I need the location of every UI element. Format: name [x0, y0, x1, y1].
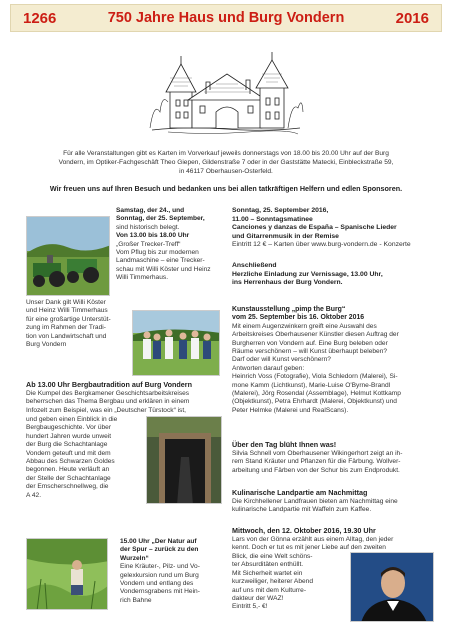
vernissage-invite: Herzliche Einladung zur Vernissage, 13.00 Uhr,: [232, 270, 383, 278]
lars-line: ter Absurditäten enthüllt.: [232, 561, 304, 569]
matinee-time: 11.00 – Sonntagsmatinee: [232, 215, 313, 223]
natur-section: [120, 538, 230, 605]
lars-line: Lars von der Gönna erzählt aus einem Alltag, den jeder: [232, 536, 394, 543]
kunst-line: Räume verschönern – will Kunst überhaupt beleben?: [232, 348, 388, 356]
intro-text: [28, 149, 424, 176]
vernissage-place: ins Herrenhaus der Burg Vondern.: [232, 279, 343, 287]
bergbau-line: und geben einen Einblick in die: [26, 416, 118, 423]
kunst-line: (Objektkunst), Petra Ehrhardt (Malerei, Objektkunst) und: [232, 398, 397, 406]
intro-line: Vondern, im Optiker-Fachgeschäft Theo Giepen, Gildenstraße 7 oder in der Gaststätte Matecki, Einbleckstraße 59,: [58, 159, 394, 166]
trecker-body: Landmaschine – eine Trecker-: [116, 257, 205, 265]
landpartie-heading: Kulinarische Landpartie am Nachmittag: [232, 488, 368, 497]
bergbau-line: begonnen. Heute verläuft an: [26, 466, 110, 474]
lars-line: Blick, die eine Welt schöns-: [232, 553, 313, 560]
natur-line: Vondernsgrabens mit Hein-: [120, 588, 200, 596]
natur-line: Vondern und entlang des: [120, 580, 194, 588]
landpartie-line: Die Kirchhellener Landfrauen bieten am Nachmittag eine: [232, 498, 398, 505]
bergbau-text-full: [26, 390, 226, 415]
tag-line: arbeitung und Färben von der Schur bis zum Endprodukt.: [232, 466, 400, 474]
landpartie-line: kulinarische Landpartie mit Waffeln zum Kaffee.: [232, 506, 372, 514]
year-right: 2016: [395, 9, 429, 27]
tag-line: rem Stand Kräuter und Pflanzen für die Färbung. Wollver-: [232, 458, 401, 466]
lars-line: Eintritt 5,- €!: [232, 603, 268, 611]
trecker-body: schau mit Willi Köster und Heinz: [116, 265, 211, 273]
bergbau-text-narrow: [26, 416, 140, 500]
kunst-line: (Malerei), Jörg Rosendal (Assemblage), Helmut Kottkamp: [232, 390, 401, 398]
dank-line: zung im Rahmen der Tradi-: [26, 324, 106, 332]
kunst-section: [232, 306, 436, 415]
lars-line: auf uns mit dem Kulturre-: [232, 586, 307, 594]
bergbau-line: Vondern geteuft und mit dem: [26, 449, 111, 457]
kunst-line: mone Kamm (Lichtkunst), Marie-Luise O'Byrne-Brandl: [232, 381, 391, 389]
lars-line: Mit Sicherheit wartet ein: [232, 569, 303, 577]
vernissage-section: [232, 262, 436, 288]
natur-line: gelexkursion rund um Burg: [120, 571, 199, 579]
tag-line: Silvia Schnell vom Oberhausener Wikingerhort zeigt an ih-: [232, 450, 403, 457]
trecker-section: [116, 207, 228, 283]
header-bar: [10, 4, 442, 32]
bergbau-line: der Stelle der Schachtanlage: [26, 474, 111, 482]
matinee-date: Sonntag, 25. September 2016,: [232, 207, 329, 214]
matinee-section: [232, 207, 436, 250]
natur-line: Eine Kräuter-, Pilz- und Vo-: [120, 563, 200, 571]
dank-line: Unser Dank gilt Willi Köster: [26, 299, 106, 306]
lars-text-narrow: [232, 553, 344, 612]
natur-heading: der Spur – zurück zu den: [120, 546, 199, 554]
trecker-body: Vom Pflug bis zur modernen: [116, 249, 199, 257]
natur-heading: 15.00 Uhr „Der Natur auf: [120, 538, 197, 545]
vernissage-label: Anschließend: [232, 262, 277, 269]
natur-heading: Wurzeln“: [120, 554, 149, 562]
group-photo: [132, 310, 220, 376]
matinee-title: Canciones y danzas de España – Spanische Lieder: [232, 224, 397, 232]
bergbau-line: beherrschen das Thema Bergbau und erklären in einem: [26, 398, 190, 406]
kunst-line: Darf oder will Kunst verschönern?: [232, 356, 331, 364]
bergbau-line: der Burg die Schachtanlage: [26, 441, 108, 449]
landpartie-text: [232, 498, 436, 515]
bergbau-line: hundert Jahren wurde unweit: [26, 432, 112, 440]
matinee-tickets: Eintritt 12 € – Karten über www.burg-vondern.de - Konzerte: [232, 241, 411, 249]
trecker-date-1: Samstag, der 24., und: [116, 207, 185, 214]
matinee-subtitle: und Gitarrenmusik in der Remise: [232, 232, 339, 240]
kunst-line: Peter Helmke (Malerei und RealScans).: [232, 406, 349, 414]
trecker-time: Von 13.00 bis 18.00 Uhr: [116, 232, 190, 240]
year-left: 1266: [23, 9, 57, 27]
lars-line: dakteur der WAZ!: [232, 595, 284, 603]
trecker-body: Willi Timmerhaus.: [116, 274, 169, 282]
bergbau-line: Abbau des Schwarzen Goldes: [26, 458, 115, 466]
bergbau-heading: Ab 13.00 Uhr Bergbautradition auf Burg Vondern: [26, 380, 192, 389]
herb-excursion-photo: [26, 538, 108, 610]
tag-text: [232, 450, 436, 475]
kunst-heading: Kunstausstellung „pimp the Burg“: [232, 306, 346, 313]
thanks-line: Wir freuen uns auf Ihren Besuch und bedanken uns bei allen tatkräftigen Helfern und edlen Sponsoren.: [49, 184, 403, 193]
trecker-note: sind historisch belegt.: [116, 223, 180, 231]
page-title: 750 Jahre Haus und Burg Vondern: [107, 10, 345, 26]
bergbau-line: Bergbaugeschichte. Vor über: [26, 424, 112, 432]
portrait-photo: [350, 552, 434, 622]
kunst-dates: vom 25. September bis 16. Oktober 2016: [232, 314, 365, 322]
dank-line: und Heinz Willi Timmerhaus: [26, 307, 108, 315]
kunst-line: Arbeitskreises Oberhausener Künstler diesen Auftrag der: [232, 331, 399, 339]
trecker-title: „Großer Trecker-Treff“: [116, 240, 181, 248]
kunst-line: Mit einem Augenzwinkern greift eine Auswahl des: [232, 322, 377, 330]
bergbau-line: Die Kumpel des Bergkamener Geschichtsarbeitskreises: [26, 390, 190, 397]
bergbau-line: Infozelt zum Beispiel, was ein „Deutscher Türstock“ ist,: [26, 406, 187, 414]
natur-line: rich Bahne: [120, 596, 152, 604]
dank-section: [26, 299, 126, 349]
kunst-line: Burgherren von Vondern auf. Eine Burg beleben oder: [232, 339, 388, 347]
kunst-line: Antworten darauf geben:: [232, 364, 305, 372]
tag-heading: Über den Tag blüht Ihnen was!: [232, 440, 337, 449]
dank-line: tion von Landwirtschaft und: [26, 332, 107, 340]
intro-line: Für alle Veranstaltungen gibt es Karten im Vorverkauf jeweils donnerstags von 18.00 bis 20.00 Uhr auf der Burg: [63, 150, 389, 157]
dank-line: Burg Vondern: [26, 341, 67, 349]
bergbau-line: A 42.: [26, 491, 42, 499]
lars-line: kurzweiliger, heiterer Abend: [232, 578, 314, 586]
lars-heading: Mittwoch, den 12. Oktober 2016, 19.30 Uhr: [232, 526, 376, 535]
kunst-line: Heinrich Voss (Fotografie), Viola Schledorn (Malerei), Si-: [232, 373, 398, 381]
dank-line: für eine großartige Unterstüt-: [26, 315, 111, 323]
trecker-date-2: Sonntag, der 25. September,: [116, 215, 205, 223]
mine-tunnel-photo: [146, 416, 222, 504]
lars-text-full: [232, 536, 436, 553]
tractor-photo: [26, 216, 110, 296]
lars-line: kennt. Doch er tut es mit jener Liebe auf den zweiten: [232, 544, 386, 552]
castle-drawing: [148, 42, 304, 140]
intro-line: in 46117 Oberhausen-Osterfeld.: [179, 168, 273, 175]
bergbau-line: der Emscherschnellweg, die: [26, 483, 109, 491]
